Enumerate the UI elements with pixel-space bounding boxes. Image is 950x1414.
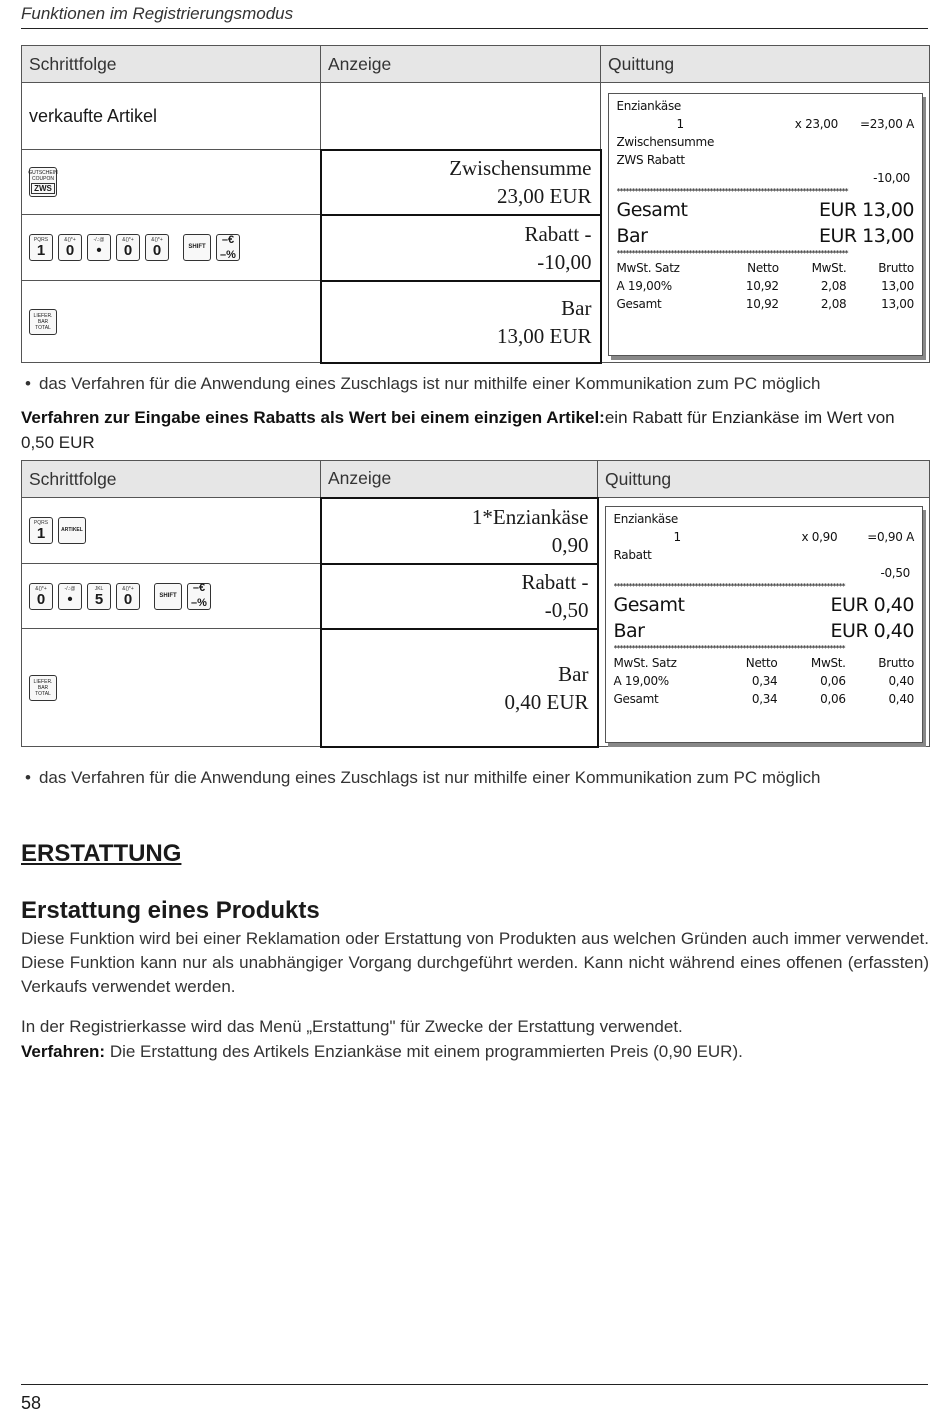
receipt-amount: =23,00 A bbox=[859, 117, 914, 131]
key-sub: &()*+ bbox=[35, 585, 47, 592]
zws-key-top: GUTSCHEIN COUPON bbox=[28, 170, 58, 182]
step-sold-items: verkaufte Artikel bbox=[22, 83, 321, 150]
paragraph-description: Diese Funktion wird bei einer Reklamation oder Erstattung von Produkten aus welchen Gründen auch immer verwendet. Diese Funktion kann nur als unabhängiger Vorgang durchgeführt werden. Kann nicht während eines offenen (erfassten) Verkaufs verwendet werden. bbox=[21, 929, 929, 996]
display-article bbox=[321, 498, 598, 564]
receipt-tax-row bbox=[617, 277, 915, 295]
receipt-qty: 1 bbox=[673, 529, 681, 544]
bar-key-main: BAR TOTAL bbox=[35, 684, 51, 697]
step-discount-keys bbox=[22, 215, 321, 281]
receipt-discount-value: -0,50 bbox=[880, 565, 910, 580]
receipt-item-line bbox=[614, 528, 915, 546]
tax-total-gross: 0,40 bbox=[888, 691, 914, 706]
receipt-price: x 23,00 bbox=[794, 117, 838, 131]
key-sub: &()*+ bbox=[64, 237, 76, 243]
key-0[interactable] bbox=[29, 583, 53, 610]
shift-key[interactable] bbox=[183, 234, 211, 261]
col-header-display: Anzeige bbox=[321, 461, 598, 498]
tax-total-vat: 0,06 bbox=[820, 691, 846, 706]
procedure-text bbox=[21, 405, 929, 455]
key-main: 1 bbox=[36, 242, 46, 259]
tax-total-gross: 13,00 bbox=[881, 297, 914, 311]
display-line-2: 23,00 EUR bbox=[497, 184, 592, 208]
col-header-receipt: Quittung bbox=[598, 461, 930, 498]
key-sub: JKL bbox=[94, 585, 104, 592]
step-bar-key bbox=[22, 281, 321, 363]
receipt-subtotal: Zwischensumme bbox=[616, 135, 715, 149]
tax-vat: 0,06 bbox=[820, 673, 846, 688]
key-main: • bbox=[96, 242, 102, 259]
key-0[interactable] bbox=[58, 234, 82, 261]
tax-net: 10,92 bbox=[745, 279, 779, 293]
tax-total-label: Gesamt bbox=[616, 297, 662, 311]
tax-head-gross: Brutto bbox=[878, 261, 914, 275]
display-line-1: Zwischensumme bbox=[449, 156, 592, 180]
receipt-cash-value: EUR 13,00 bbox=[818, 225, 914, 247]
key-sub: –€ bbox=[221, 233, 235, 246]
key-main: SHIFT bbox=[188, 244, 206, 250]
display-subtotal bbox=[321, 150, 601, 215]
procedure-rest: ein Rabatt für Enziankäse im Wert von 0,50 EUR bbox=[21, 408, 895, 452]
receipt-amount: =0,90 A bbox=[867, 529, 914, 544]
key-sub: &()*+ bbox=[122, 585, 134, 592]
receipt-2 bbox=[605, 506, 924, 743]
bar-key-main: BAR TOTAL bbox=[35, 318, 51, 331]
display-line-2: 0,90 bbox=[551, 532, 589, 557]
tax-rate: A 19,00% bbox=[616, 279, 672, 293]
display-line-1: 1*Enziankäse bbox=[471, 504, 589, 529]
note-surcharge-1: • das Verfahren für die Anwendung eines Zuschlags ist nur mithilfe einer Kommunikation zum PC möglich bbox=[25, 374, 820, 394]
key-main: ARTIKEL bbox=[61, 527, 83, 533]
subsection-heading: Erstattung eines Produkts bbox=[21, 897, 320, 924]
display-cash bbox=[321, 629, 598, 747]
key-main: 5 bbox=[94, 590, 104, 608]
key-dot[interactable] bbox=[58, 583, 82, 610]
receipt-discount-value: -10,00 bbox=[873, 171, 910, 185]
receipt-tax-row bbox=[614, 672, 915, 690]
tax-total-vat: 2,08 bbox=[820, 297, 847, 311]
display-line-1: Rabatt - bbox=[524, 221, 592, 246]
receipt-total-value: EUR 13,00 bbox=[818, 199, 914, 221]
key-main: 0 bbox=[65, 242, 75, 259]
display-discount bbox=[321, 564, 598, 629]
tax-rate: A 19,00% bbox=[613, 673, 669, 688]
display-line-1: Bar bbox=[558, 661, 589, 686]
key-5[interactable] bbox=[87, 583, 111, 610]
receipt-separator: ***************************************************************************** bbox=[616, 249, 848, 258]
bar-key-top: LIEFER. bbox=[33, 678, 53, 685]
key-sequence bbox=[29, 234, 320, 261]
key-1[interactable] bbox=[29, 517, 53, 544]
receipt-separator: ***************************************************************************** bbox=[613, 581, 845, 591]
key-sub: PQRS bbox=[33, 520, 49, 526]
display-empty bbox=[321, 83, 601, 150]
bar-key-top: LIEFER. bbox=[33, 312, 53, 319]
key-main: SHIFT bbox=[159, 592, 177, 599]
tax-total-label: Gesamt bbox=[613, 691, 659, 706]
key-main: 1 bbox=[36, 525, 46, 542]
receipt-total bbox=[617, 197, 915, 223]
key-0[interactable] bbox=[116, 234, 140, 261]
col-header-display: Anzeige bbox=[321, 46, 601, 83]
tax-head-net: Netto bbox=[745, 655, 778, 670]
paragraph-menu: In der Registrierkasse wird das Menü „Erstattung" für Zwecke der Erstattung verwendet. bbox=[21, 1017, 683, 1036]
key-sub: &()*+ bbox=[122, 237, 134, 243]
page-number: 58 bbox=[21, 1384, 928, 1414]
display-line-2: 13,00 EUR bbox=[497, 323, 592, 348]
receipt-cash-label: Bar bbox=[613, 619, 645, 642]
receipt-total-value: EUR 0,40 bbox=[830, 593, 914, 616]
key-main: 0 bbox=[123, 590, 133, 608]
display-line-2: 0,40 EUR bbox=[504, 689, 589, 714]
tax-head-vat: MwSt. bbox=[811, 261, 847, 275]
tax-vat: 2,08 bbox=[820, 279, 847, 293]
receipt-cell bbox=[598, 498, 930, 747]
key-main: 0 bbox=[152, 242, 162, 259]
paragraph-procedure bbox=[21, 1040, 929, 1064]
receipt-total-label: Gesamt bbox=[616, 199, 688, 221]
receipt-price: x 0,90 bbox=[801, 529, 838, 544]
bar-total-key[interactable] bbox=[29, 309, 57, 335]
receipt-separator: ***************************************************************************** bbox=[613, 643, 845, 653]
tax-total-net: 0,34 bbox=[751, 691, 778, 706]
receipt-tax-total bbox=[614, 690, 915, 708]
key-sequence bbox=[29, 517, 320, 544]
section-heading: ERSTATTUNG bbox=[21, 840, 182, 867]
key-sub: PQRS bbox=[33, 237, 49, 243]
display-discount bbox=[321, 215, 601, 281]
key-dot[interactable] bbox=[87, 234, 111, 261]
steps-table-1 bbox=[21, 45, 930, 364]
receipt-qty: 1 bbox=[676, 117, 684, 131]
receipt-cash-value: EUR 0,40 bbox=[830, 619, 914, 642]
key-main: 0 bbox=[36, 590, 46, 608]
receipt-cell bbox=[601, 83, 930, 363]
note-surcharge-2: • das Verfahren für die Anwendung eines Zuschlags ist nur mithilfe einer Kommunikation zum PC möglich bbox=[25, 768, 820, 788]
display-cash bbox=[321, 281, 601, 363]
step-discount-keys bbox=[22, 564, 321, 629]
tax-head-vat: MwSt. bbox=[810, 655, 846, 670]
key-0[interactable] bbox=[116, 583, 140, 610]
tax-net: 0,34 bbox=[751, 673, 778, 688]
key-0[interactable] bbox=[145, 234, 169, 261]
receipt-tax-total bbox=[617, 295, 915, 313]
step-bar-key bbox=[22, 629, 321, 747]
receipt-separator: ***************************************************************************** bbox=[616, 187, 848, 196]
running-header: Funktionen im Registrierungsmodus bbox=[21, 4, 928, 29]
shift-key[interactable] bbox=[154, 583, 182, 610]
display-line-1: Bar bbox=[561, 295, 592, 320]
display-line-2: -0,50 bbox=[544, 598, 589, 622]
col-header-steps: Schrittfolge bbox=[22, 461, 321, 498]
procedure-label: Verfahren: bbox=[21, 1042, 106, 1061]
key-sequence bbox=[29, 583, 320, 610]
key-1[interactable] bbox=[29, 234, 53, 261]
display-line-2: -10,00 bbox=[537, 249, 592, 274]
receipt-item-line bbox=[617, 115, 915, 133]
discount-key[interactable] bbox=[187, 583, 211, 610]
receipt-tax-head bbox=[617, 259, 915, 277]
tax-head-gross: Brutto bbox=[878, 655, 914, 670]
receipt-total bbox=[614, 592, 915, 618]
col-header-steps: Schrittfolge bbox=[22, 46, 321, 83]
key-sub: –€ bbox=[192, 582, 206, 594]
discount-key[interactable] bbox=[216, 234, 240, 261]
receipt-discount-label: Rabatt bbox=[613, 547, 652, 562]
receipt-total-label: Gesamt bbox=[613, 593, 685, 616]
steps-table-2 bbox=[21, 460, 930, 748]
receipt-tax-head bbox=[614, 654, 915, 672]
key-sub: &()*+ bbox=[151, 237, 163, 243]
receipt-cash-label: Bar bbox=[616, 225, 648, 247]
key-main: –% bbox=[220, 248, 236, 261]
tax-gross: 0,40 bbox=[888, 673, 914, 688]
tax-gross: 13,00 bbox=[881, 279, 914, 293]
tax-head-rate: MwSt. Satz bbox=[616, 261, 680, 275]
procedure-bold: Verfahren zur Eingabe eines Rabatts als Wert bei einem einzigen Artikel: bbox=[21, 408, 605, 427]
receipt-discount-label: ZWS Rabatt bbox=[616, 153, 685, 167]
bar-total-key[interactable] bbox=[29, 675, 57, 701]
step-article-keys bbox=[22, 498, 321, 564]
key-sub: -/.:@ bbox=[93, 237, 105, 243]
receipt-1 bbox=[608, 93, 924, 356]
receipt-item: Enziankäse bbox=[616, 99, 682, 113]
receipt-item: Enziankäse bbox=[613, 511, 679, 526]
tax-head-net: Netto bbox=[747, 261, 779, 275]
tax-head-rate: MwSt. Satz bbox=[613, 655, 677, 670]
col-header-receipt: Quittung bbox=[601, 46, 930, 83]
key-sub: -/.:@ bbox=[64, 585, 76, 592]
display-line-1: Rabatt - bbox=[521, 570, 589, 594]
key-main: • bbox=[67, 590, 73, 608]
receipt-cash bbox=[614, 618, 915, 644]
procedure-description: Die Erstattung des Artikels Enziankäse mit einem programmierten Preis (0,90 EUR). bbox=[105, 1042, 743, 1061]
article-key[interactable] bbox=[58, 517, 86, 544]
key-main: –% bbox=[191, 597, 207, 609]
zws-key-main: ZWS bbox=[31, 183, 55, 194]
receipt-cash bbox=[617, 223, 915, 249]
step-zws-key bbox=[22, 150, 321, 215]
zws-key[interactable] bbox=[29, 167, 57, 197]
tax-total-net: 10,92 bbox=[745, 297, 779, 311]
key-main: 0 bbox=[123, 242, 133, 259]
